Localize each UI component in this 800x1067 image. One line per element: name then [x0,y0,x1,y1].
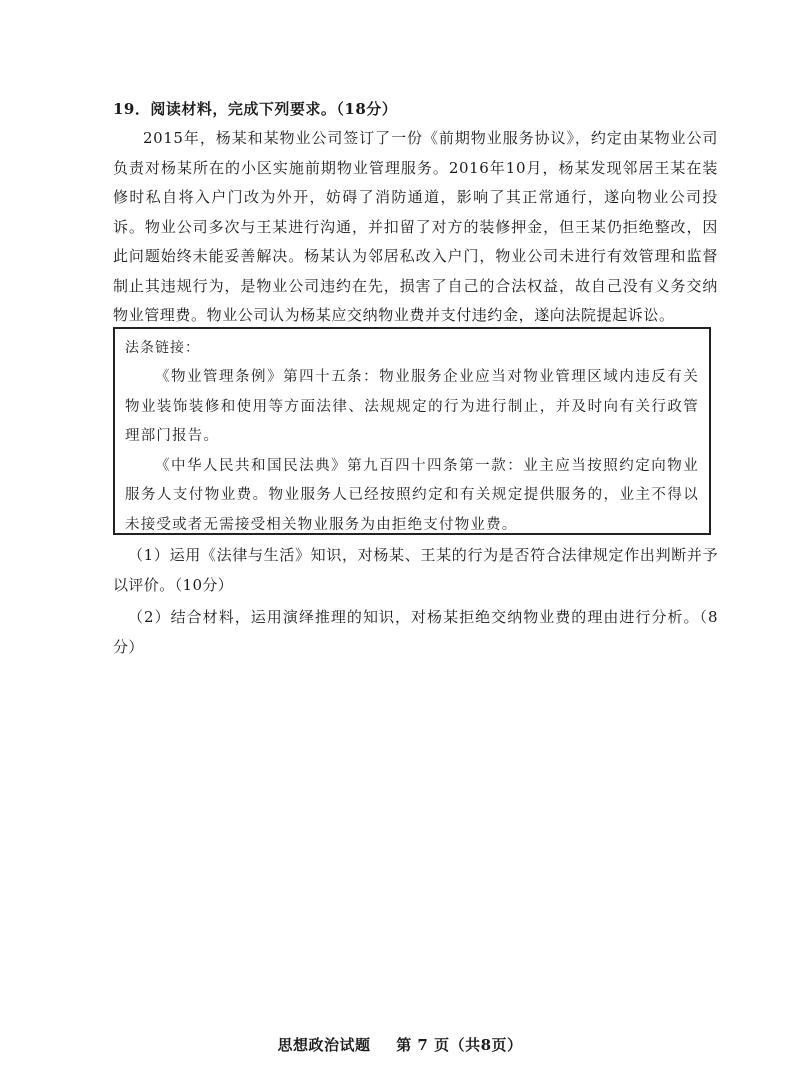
law-item-civil-code: 《中华人民共和国民法典》第九百四十四条第一款：业主应当按照约定向物业服务人支付物业费。物业服务人已经按照约定和有关规定提供服务的，业主不得以未接受或者无需接受相关物业服务为由拒绝支付物业费。 [125,457,699,533]
question-material: 2015年，杨某和某物业公司签订了一份《前期物业服务协议》，约定由某物业公司负责对杨某所在的小区实施前期物业管理服务。2016年10月，杨某发现邻居王某在装修时私自将入户门改为外开，妨碍了消防通道，影响了其正常通行，遂向物业公司投诉。物业公司多次与王某进行沟通，并扣留了对方的装修押金，但王某仍拒绝整改，因此问题始终未能妥善解决。杨某认为邻居私改入户门，物业公司未进行有效管理和监督制止其违规行为，是物业公司违约在先，损害了自己的合法权益，故自己没有义务交纳物业管理费。物业公司认为杨某应交纳物业费并支付违约金，遂向法院提起诉讼。 [113,129,718,324]
question-title: 19．阅读材料，完成下列要求。（18分） [113,100,398,118]
sub-question-2: （2）结合材料，运用演绎推理的知识，对杨某拒绝交纳物业费的理由进行分析。（8分） [113,608,718,656]
footer-page-number: 第 7 页（共8页） [396,1036,523,1054]
page-footer [0,1034,800,1055]
law-item-property-regulation: 《物业管理条例》第四十五条：物业服务企业应当对物业管理区域内违反有关物业装饰装修和使用等方面法律、法规规定的行为进行制止，并及时向有关行政管理部门报告。 [125,369,699,444]
law-reference-box [113,327,711,535]
footer-subject: 思想政治试题 [277,1036,371,1054]
sub-question-1: （1）运用《法律与生活》知识，对杨某、王某的行为是否符合法律规定作出判断并予以评价。（10分） [113,546,718,594]
law-box-heading: 法条链接： [125,340,200,356]
